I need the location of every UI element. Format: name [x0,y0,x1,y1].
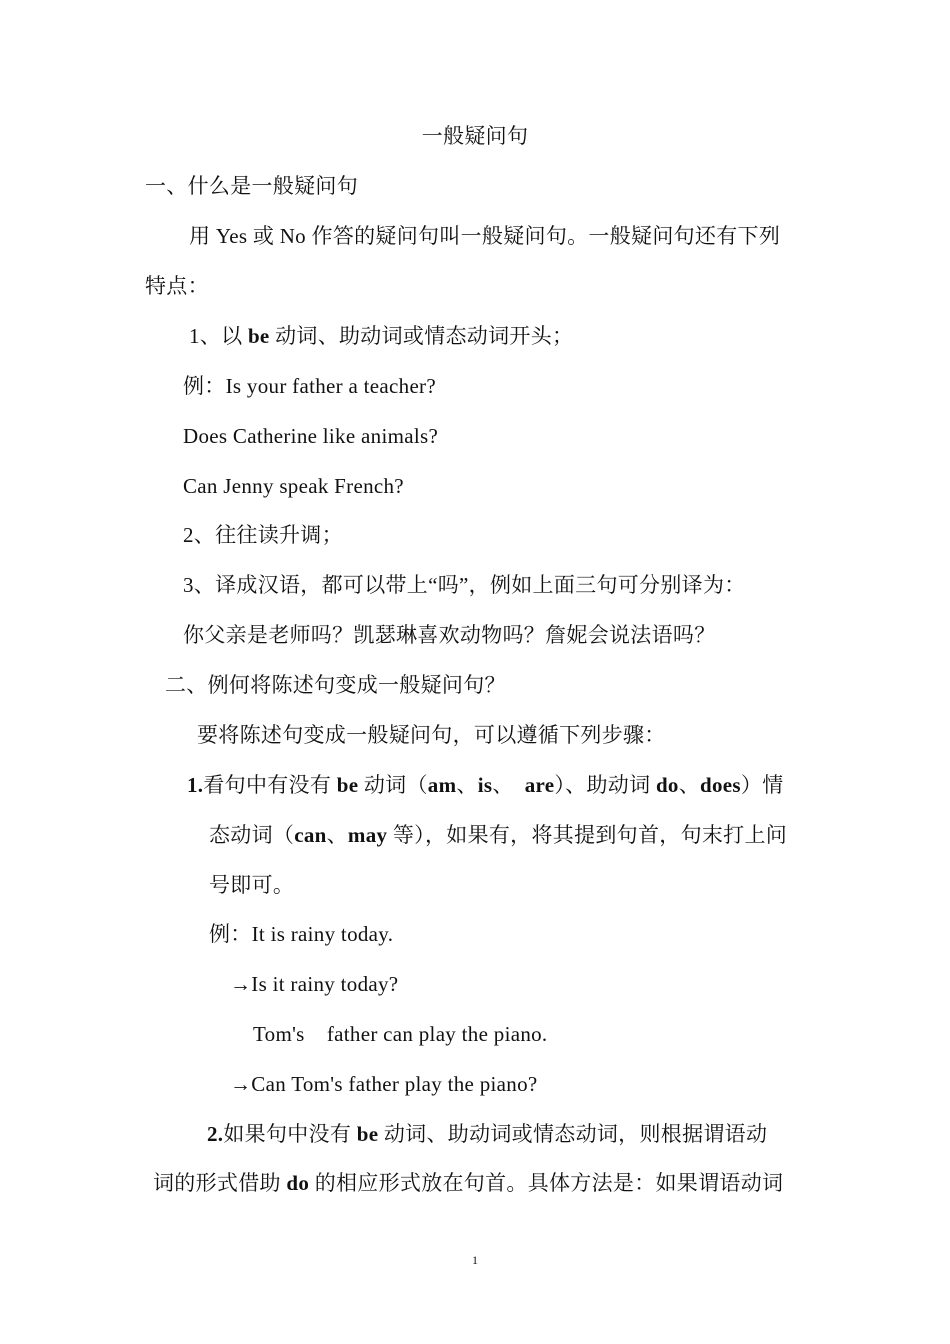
bold-term: is [477,773,493,797]
example-line: Can Jenny speak French? [183,474,404,498]
text-run: ）情 [740,773,784,797]
bold-term: be [247,324,270,348]
text-run: 的相应形式放在句首。具体方法是：如果谓语动词 [309,1171,784,1195]
bold-term: may [347,823,388,847]
step-1-continuation: 号即可。 [209,873,295,897]
step-number: 1. [187,773,204,797]
text-run: 、 [678,773,701,797]
example-line: 例：Is your father a teacher? [183,374,436,398]
step-1 [187,771,784,799]
example-line: Tom's father can play the piano. [253,1022,548,1046]
example-line: →Is it rainy today? [230,972,399,996]
example-line: →Can Tom's father play the piano? [230,1072,538,1096]
list-item-3: 3、译成汉语，都可以带上“吗”，例如上面三句可分别译为： [183,573,746,597]
list-item-1 [189,322,573,350]
text-run: 动词（ [358,773,428,797]
section-heading-2: 二、例何将陈述句变成一般疑问句？ [165,673,506,697]
text-run: 态动词（ [209,823,295,847]
bold-term: can [294,823,327,847]
step-1-continuation [209,821,787,849]
page-number: 1 [472,1253,478,1267]
bold-term: am [427,773,457,797]
list-item-2: 2、往往读升调； [183,523,343,547]
text-run: 1、以 [189,324,248,348]
paragraph-line: 要将陈述句变成一般疑问句，可以遵循下列步骤： [197,723,666,747]
bold-term: are [524,773,555,797]
document-title: 一般疑问句 [421,124,529,148]
example-line: Does Catherine like animals? [183,424,439,448]
translation-line: 你父亲是老师吗？凯瑟琳喜欢动物吗？詹妮会说法语吗？ [183,623,716,647]
text-run: 如果句中没有 [223,1122,357,1146]
step-2 [207,1120,767,1148]
section-heading-1: 一、什么是一般疑问句 [145,174,358,198]
example-line: 例：It is rainy today. [209,922,394,946]
text-run: 等），如果有，将其提到句首，句末打上问 [387,823,788,847]
step-2-continuation [153,1169,783,1197]
step-number: 2. [207,1122,224,1146]
bold-term: be [336,773,359,797]
paragraph-line: 特点： [145,274,209,298]
text-run: 、 [492,773,525,797]
text-run: 动词、助动词或情态动词，则根据谓语动 [378,1122,768,1146]
bold-term: be [356,1122,379,1146]
bold-term: do [655,773,679,797]
text-run: 、 [456,773,478,797]
text-run: 、 [326,823,348,847]
bold-term: does [700,773,741,797]
text-run: 词的形式借助 [153,1171,287,1195]
text-run: ）、助动词 [554,773,656,797]
text-run: 动词、助动词或情态动词开头； [269,324,574,348]
paragraph-line: 用 Yes 或 No 作答的疑问句叫一般疑问句。一般疑问句还有下列 [189,224,781,248]
bold-term: do [286,1171,310,1195]
text-run: 看句中有没有 [203,773,337,797]
